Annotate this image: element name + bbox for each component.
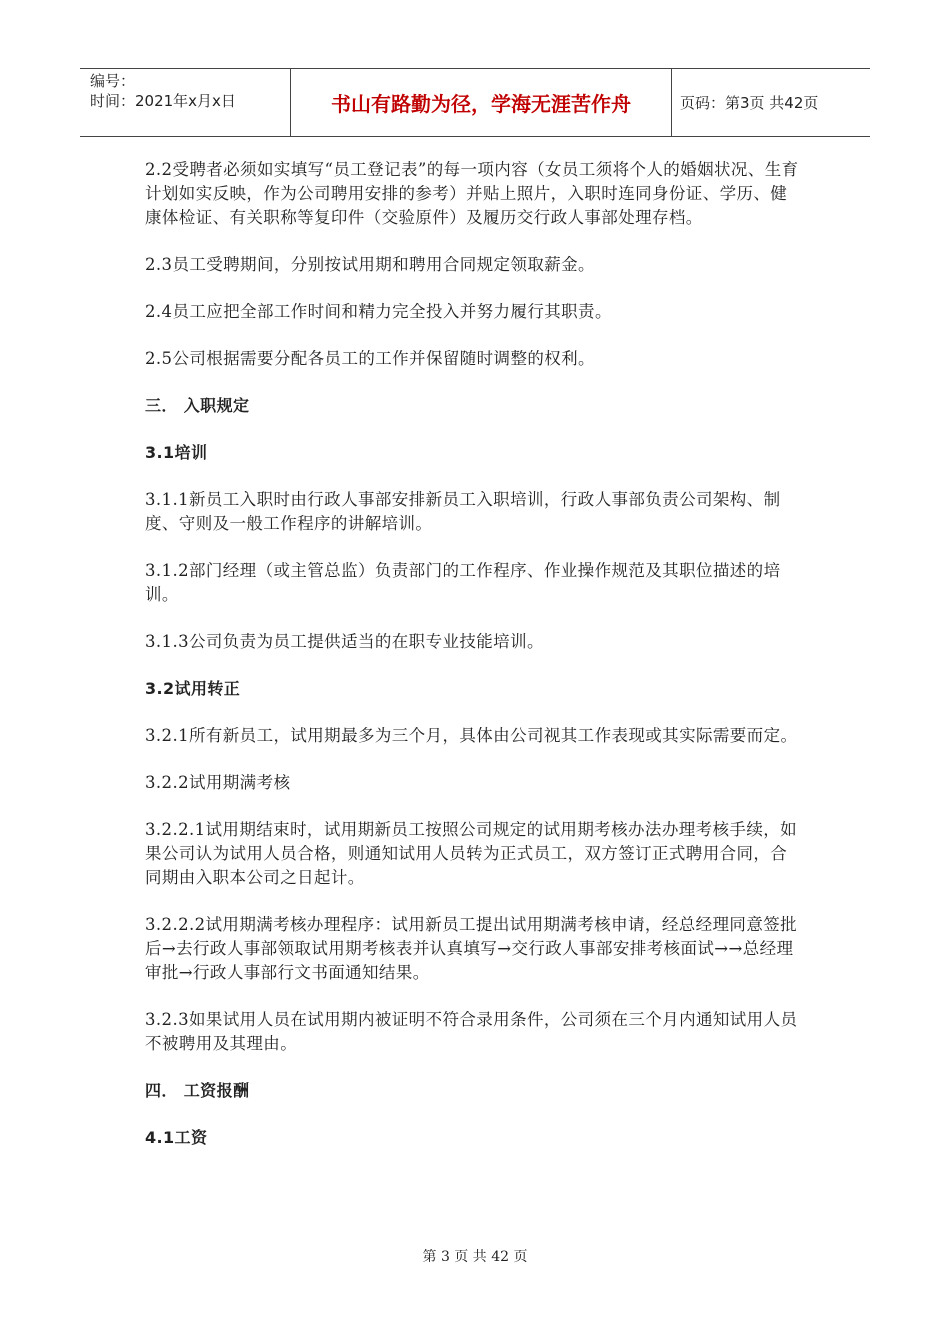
document-time-label: 时间：2021年x月x日	[90, 92, 236, 110]
body-paragraph: 2.2受聘者必须如实填写“员工登记表”的每一项内容（女员工须将个人的婚姻状况、生育计划如实反映，作为公司聘用安排的参考）并贴上照片，入职时连同身份证、学历、健康体检证、有关职称等复印件（交验原件）及履历交行政人事部处理存档。	[145, 160, 799, 227]
body-paragraph: 3.2.2.1试用期结束时，试用期新员工按照公司规定的试用期考核办法办理考核手续，如果公司认为试用人员合格，则通知试用人员转为正式员工，双方签订正式聘用合同，合同期由入职本公司之日起计。	[145, 820, 798, 887]
header-motto: 书山有路勤为径，学海无涯苦作舟	[290, 69, 672, 136]
header-meta	[80, 69, 290, 136]
section-heading: 3.2试用转正	[145, 679, 241, 698]
section-heading: 3.1培训	[145, 443, 208, 462]
body-paragraph: 3.1.2部门经理（或主管总监）负责部门的工作程序、作业操作规范及其职位描述的培训。	[145, 561, 781, 604]
body-paragraph: 3.1.1新员工入职时由行政人事部安排新员工入职培训，行政人事部负责公司架构、制度、守则及一般工作程序的讲解培训。	[145, 490, 781, 533]
document-body	[145, 158, 800, 1173]
document-number-label: 编号：	[90, 72, 136, 90]
body-paragraph: 3.2.2.2试用期满考核办理程序：试用新员工提出试用期满考核申请，经总经理同意签批后→去行政人事部领取试用期考核表并认真填写→交行政人事部安排考核面试→→总经理审批→行政人事部行文书面通知结果。	[145, 915, 798, 982]
body-paragraph: 2.4员工应把全部工作时间和精力完全投入并努力履行其职责。	[145, 302, 612, 321]
page-footer: 第 3 页 共 42 页	[422, 1249, 528, 1265]
body-paragraph: 3.1.3公司负责为员工提供适当的在职专业技能培训。	[145, 632, 544, 651]
body-paragraph: 2.3员工受聘期间，分别按试用期和聘用合同规定领取薪金。	[145, 255, 595, 274]
body-paragraph: 2.5公司根据需要分配各员工的工作并保留随时调整的权利。	[145, 349, 595, 368]
body-paragraph: 3.2.3如果试用人员在试用期内被证明不符合录用条件，公司须在三个月内通知试用人员不被聘用及其理由。	[145, 1010, 798, 1053]
header-page-info: 页码：第3页 共42页	[680, 94, 819, 112]
section-heading: 4.1工资	[145, 1128, 208, 1147]
body-paragraph: 3.2.1所有新员工，试用期最多为三个月，具体由公司视其工作表现或其实际需要而定。	[145, 726, 798, 745]
section-heading: 四． 工资报酬	[145, 1081, 250, 1100]
body-paragraph: 3.2.2试用期满考核	[145, 773, 291, 792]
section-heading: 三． 入职规定	[145, 396, 250, 415]
page-header	[80, 68, 870, 137]
